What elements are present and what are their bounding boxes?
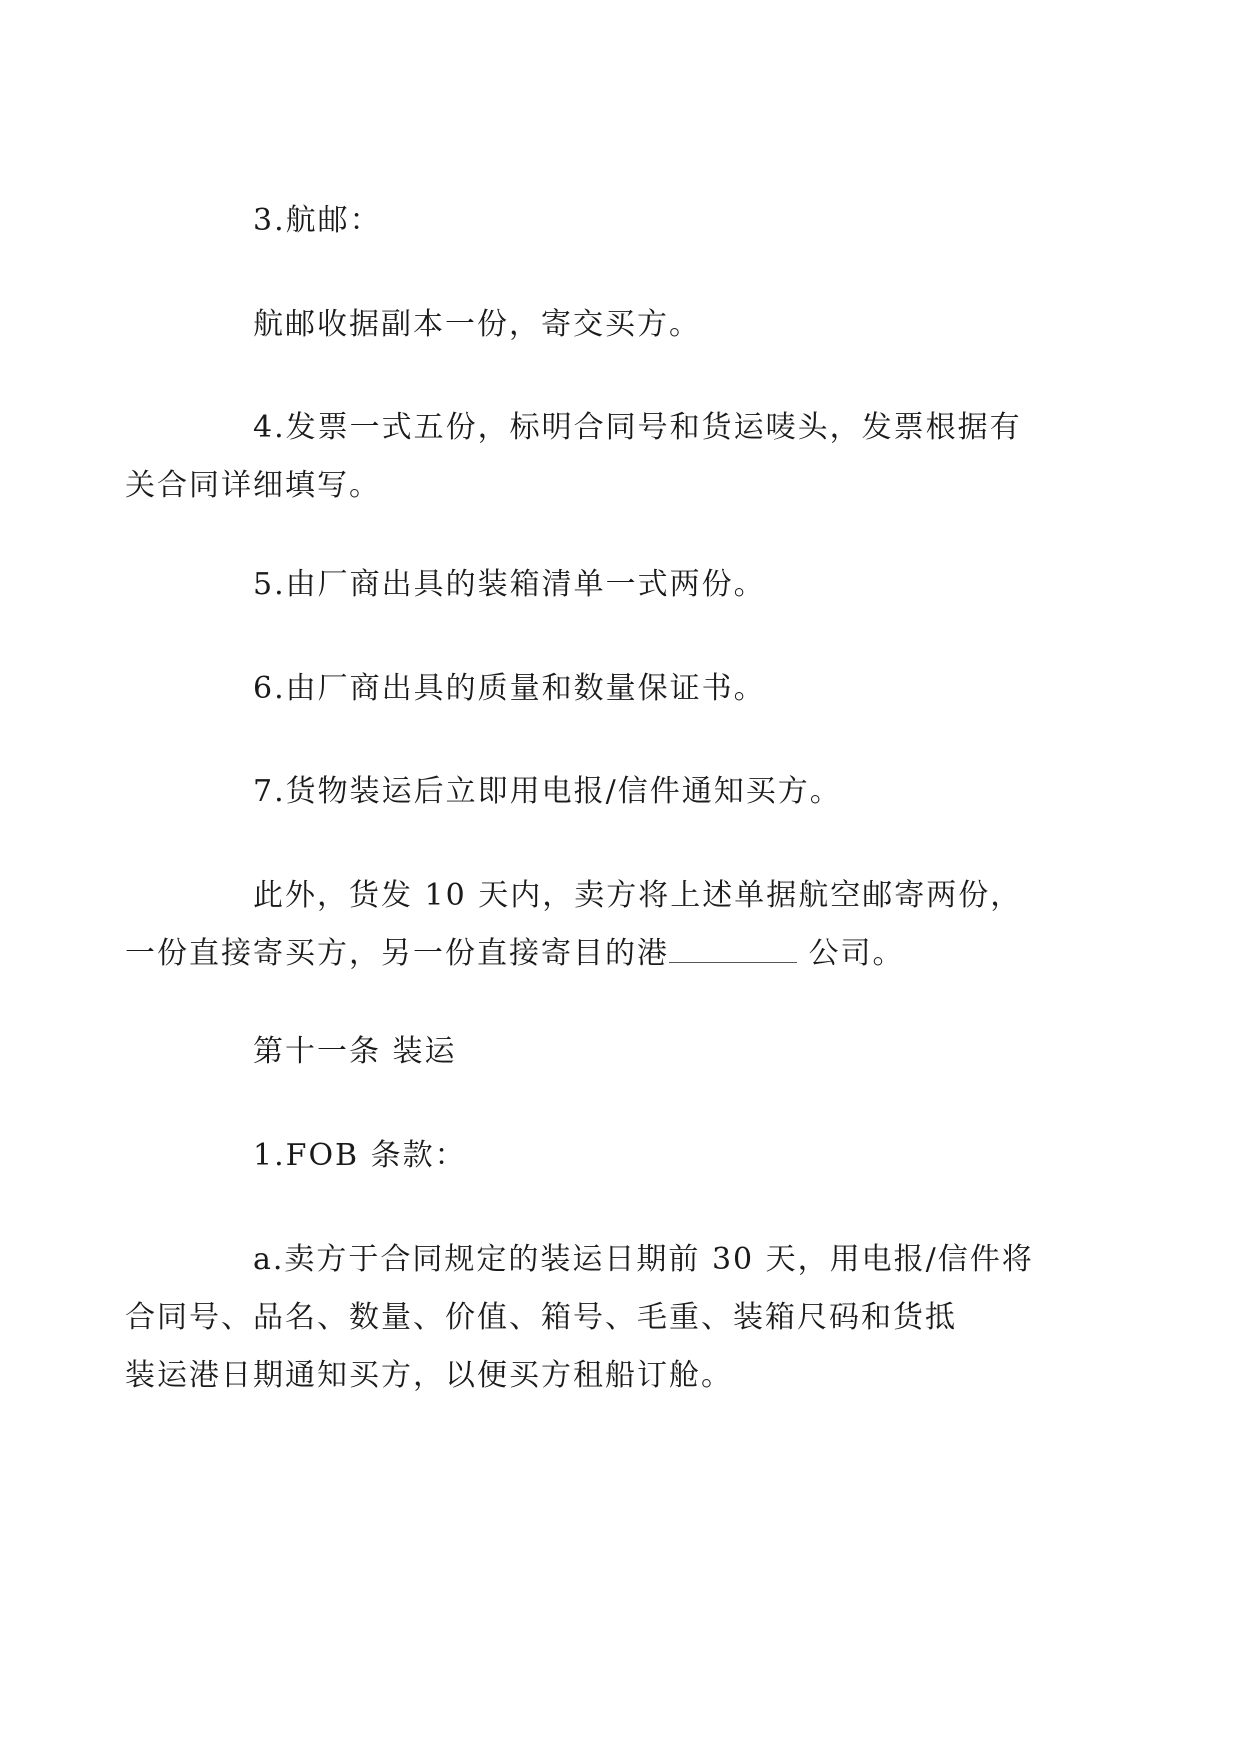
text-line: 5.由厂商出具的装箱清单一式两份。: [253, 567, 766, 602]
paragraph-8: [125, 867, 1059, 983]
paragraph-4: [125, 399, 1059, 515]
text-line: 关合同详细填写。: [125, 468, 381, 503]
paragraph-3-body: [189, 296, 1059, 354]
text-line: 1.FOB 条款：: [253, 1138, 467, 1173]
paragraph-6: [189, 660, 1059, 718]
text-segment: 公司。: [797, 936, 905, 971]
text-line: 4.发票一式五份，标明合同号和货运唛头，发票根据有: [253, 410, 1022, 445]
text-line: 7.货物装运后立即用电报/信件通知买方。: [253, 774, 842, 809]
text-line: a.卖方于合同规定的装运日期前 30 天，用电报/信件将: [253, 1242, 1034, 1277]
text-line: 第十一条 装运: [253, 1034, 457, 1069]
fob-clause-a: [125, 1231, 1059, 1405]
text-line: [125, 925, 1059, 983]
fob-heading: [189, 1127, 1059, 1185]
text-segment: 一份直接寄买方，另一份直接寄目的港: [125, 936, 669, 971]
article-11-title: [189, 1023, 1059, 1081]
fill-in-blank: [669, 934, 797, 963]
paragraph-5: [189, 556, 1059, 614]
text-line: 合同号、品名、数量、价值、箱号、毛重、装箱尺码和货抵: [125, 1300, 957, 1335]
text-line: 3.航邮：: [253, 203, 382, 238]
text-line: 航邮收据副本一份，寄交买方。: [253, 307, 701, 342]
text-line: 装运港日期通知买方，以便买方租船订舱。: [125, 1358, 733, 1393]
text-line: 此外，货发 10 天内，卖方将上述单据航空邮寄两份，: [253, 878, 1023, 913]
paragraph-3-heading: [189, 192, 1059, 250]
paragraph-7: [189, 763, 1059, 821]
text-line: 6.由厂商出具的质量和数量保证书。: [253, 671, 766, 706]
